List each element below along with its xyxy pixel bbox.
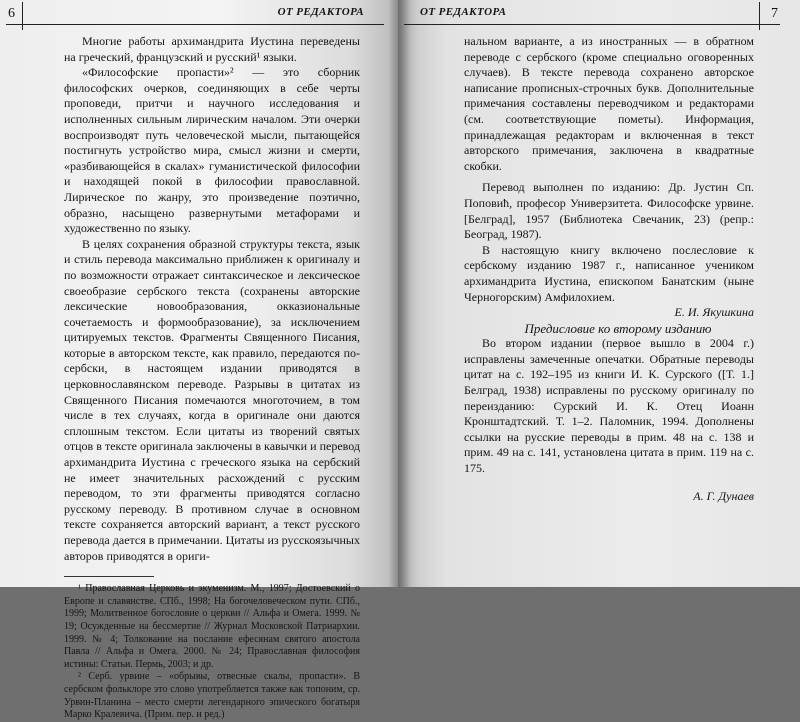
section-heading: Предисловие ко второму изданию — [524, 320, 712, 336]
signature: А. Г. Дунаев — [693, 488, 754, 503]
running-head-right: ОТ РЕДАКТОРА — [420, 6, 507, 18]
signature: Е. И. Якушкина — [674, 305, 754, 320]
paragraph: нальном варианте, а из иностранных — в обратном переводе с сербского (кроме специально оговоренных случаев). В тексте перевода сохранено авторское написание прописных-строчных букв. Дополнительные примечания составлены переводчиком и редакторами (см. соответствующие пометы). Информация, принадлежащая редакторам и включенная в текст авторского примечания, заключена в квадратные скобки. — [464, 34, 754, 173]
page-number-right: 7 — [771, 6, 778, 21]
paragraph: В целях сохранения образной структуры текста, язык и стиль перевода максимально приближен к оригиналу и по возможности отражает синтаксическое и лексическое своеобразие сербского текста (сохранены авторские лексические новообразования, окказиональные сочетаемость и формообразование), за исключением цитируемых текстов. Фрагменты Священного Писания, которые в авторском тексте, как правило, передаются по-сербски, в настоящем издании приводятся в церковнославянском переводе. Разрывы в цитатах из Священного Писания помечаются многоточием, в том числе в тех случаях, когда в оригинале они даются сплошным текстом. Если цитаты из творений святых отцов в тексте оригинала заключены в кавычки и перевод архимандрита Иустина с греческого языка на сербский не имеет значительных расхождений с русским переводом, то эти фрагменты приводятся согласно русскому переводу. В противном случае в основном тексте сохраняется авторский вариант, а текст русского перевода дается в примечании. Цитаты из русскоязычных авторов приводятся в ориги- — [64, 236, 360, 563]
right-body-text — [464, 34, 754, 504]
header-rule — [6, 24, 384, 25]
paragraph: Перевод выполнен по изданию: Др. Јустин Сп. Поповић, професор Универзитета. Философске урвине. [Белград], 1957 (Библиотека Свечаник, 23) (репр.: Београд, 1987). — [464, 180, 754, 242]
page-number-left: 6 — [8, 6, 15, 21]
footnote: ² Серб. урвине – «обрывы, отвесные скалы, пропасти». В сербском фольклоре это слово употребляется также как топоним, ср. Урвин-Планина – место смерти легендарного эпического богатыря Марко Кралевича. (Прим. пер. и ред.) — [64, 671, 360, 721]
paragraph: В настоящую книгу включено послесловие к сербскому изданию 1987 г., написанное учеником архимандрита Иустина, епископом Банатским (ныне Черногорским) Амфилохием. — [464, 242, 754, 304]
footnote: ¹ Православная Церковь и экуменизм. М., 1997; Достоевский о Европе и славянстве. СПб., 1998; На богочеловеческом пути. СПб., 1999; Молитвенное богословие о церкви // Альфа и Омега. 1999. № 19; Осужденные на бессмертие // Журнал Московской Патриархии. 1999. № 4; Толкование на послание ефесянам святого апостола Павла // Альфа и Омега. 2000. № 24; Православная философия истины: Статьи. Пермь, 2003; и др. — [64, 583, 360, 670]
footnote-divider — [64, 576, 154, 577]
footnotes — [64, 583, 360, 722]
corner-mark — [22, 2, 23, 30]
paragraph: «Философские пропасти»² — это сборник философских очерков, соединяющих в себе черты проповеди, притчи и научного исследования и исполненных сильным лирическим началом. Эти очерки воспроизводят путь человеческой мысли, пытающейся постигнуть устройство мира, смысл жизни и смерти, «разбивающейся в скалах» гуманистической философии и находящей покой в философии православной. Лирическое по жанру, это произведение поэтично, образно, насыщено развернутыми метафорами и художественно по языку. — [64, 65, 360, 236]
header-rule — [404, 24, 780, 25]
right-page — [398, 0, 800, 587]
left-body-text — [64, 34, 360, 722]
running-head-left: ОТ РЕДАКТОРА — [277, 6, 364, 18]
paragraph: Во втором издании (первое вышло в 2004 г.) исправлены замеченные опечатки. Обратные переводы цитат на с. 192–195 из книги И. К. Сурского ([Т. 1.] Белград, 1938) исправлены по русскому оригиналу по переизданию: Сурский И. К. Отец Иоанн Кронштадтский. Т. 1–2. Паломник, 1994. Дополнены ссылки на русские переводы в прим. 48 на с. 138 и прим. 49 на с. 141, установлена цитата в прим. 119 на с. 175. — [464, 336, 754, 476]
paragraph: Многие работы архимандрита Иустина переведены на греческий, французский и русский¹ языки. — [64, 34, 360, 64]
corner-mark — [759, 2, 760, 30]
left-page — [0, 0, 398, 721]
